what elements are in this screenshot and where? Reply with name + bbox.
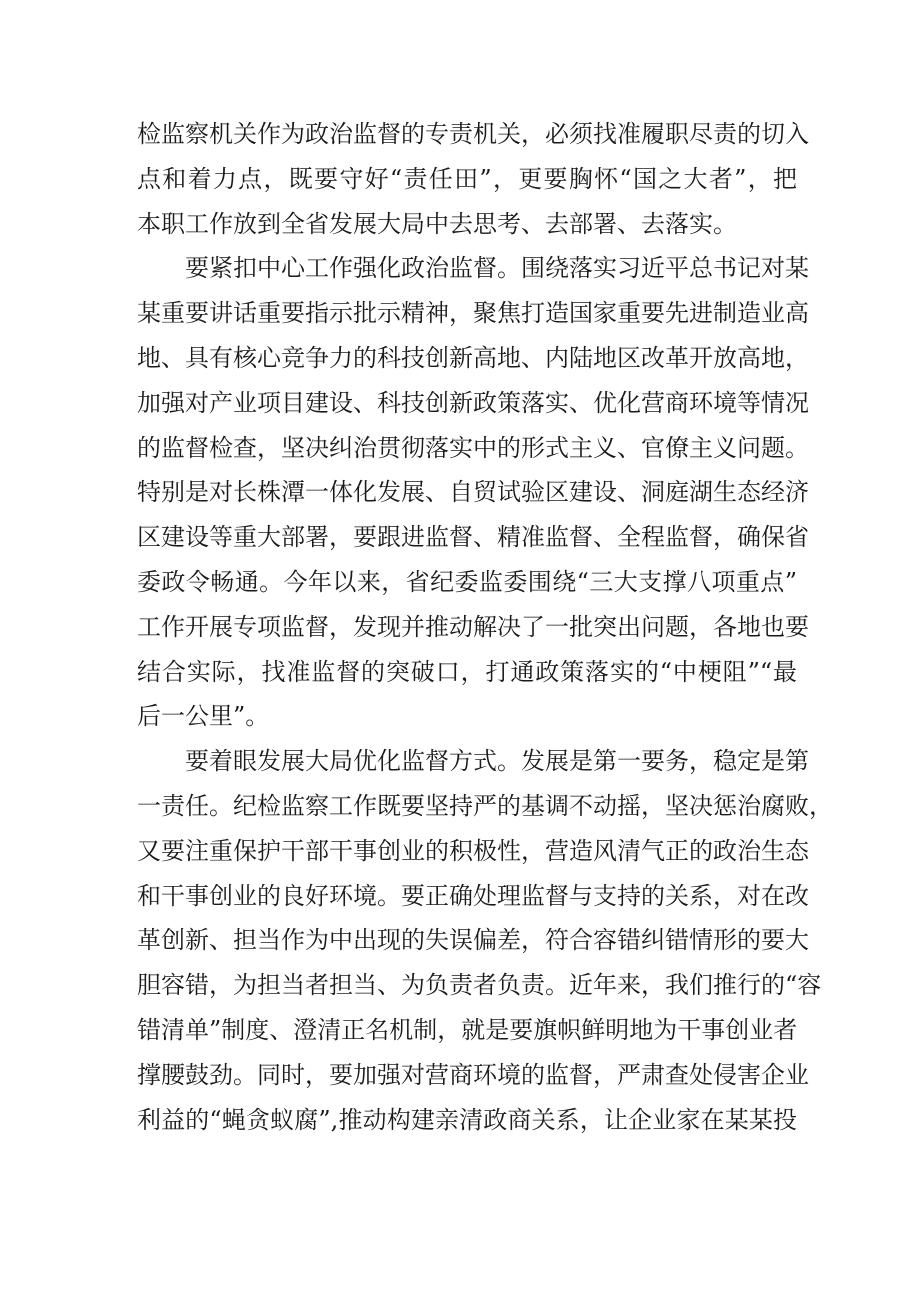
text-line: 结合实际，找准监督的突破口，打通政策落实的“中梗阻”“最 bbox=[137, 657, 797, 686]
text-line: 革创新、担当作为中出现的失误偏差，符合容错纠错情形的要大 bbox=[137, 926, 809, 955]
text-line: 检监察机关作为政治监督的专责机关，必须找准履职尽责的切入 bbox=[137, 120, 809, 148]
text-line: 错清单”制度、澄清正名机制，就是要旗帜鲜明地为干事创业者 bbox=[137, 1015, 798, 1044]
text-line: 地、具有核心竞争力的科技创新高地、内陆地区改革开放高地， bbox=[137, 343, 809, 372]
text-line: 某重要讲话重要指示批示精神，聚焦打造国家重要先进制造业高 bbox=[137, 299, 809, 328]
text-line: 撑腰鼓劲。同时，要加强对营商环境的监督，严肃查处侵害企业 bbox=[137, 1060, 809, 1089]
text-line: 委政令畅通。今年以来，省纪委监委围绕“三大支撑八项重点” bbox=[137, 567, 797, 596]
text-line: 和干事创业的良好环境。要正确处理监督与支持的关系，对在改 bbox=[137, 881, 809, 910]
text-line: 加强对产业项目建设、科技创新政策落实、优化营商环境等情况 bbox=[137, 388, 809, 417]
text-line: 胆容错，为担当者担当、为负责者负责。近年来，我们推行的“容 bbox=[137, 971, 822, 1000]
text-line: 点和着力点，既要守好“责任田”，更要胸怀“国之大者”，把 bbox=[137, 164, 797, 193]
text-line: 的监督检查，坚决纠治贯彻落实中的形式主义、官僚主义问题。 bbox=[137, 433, 809, 462]
text-line: 利益的“蝇贪蚁腐”,推动构建亲清政商关系，让企业家在某某投 bbox=[137, 1105, 797, 1134]
text-line: 后一公里”。 bbox=[137, 702, 270, 731]
text-line: 要紧扣中心工作强化政治监督。围绕落实习近平总书记对某 bbox=[185, 254, 809, 283]
text-line: 又要注重保护干部干事创业的积极性，营造风清气正的政治生态 bbox=[137, 836, 809, 865]
text-line: 区建设等重大部署，要跟进监督、精准监督、全程监督，确保省 bbox=[137, 523, 809, 552]
body-text bbox=[137, 112, 833, 1142]
text-line: 要着眼发展大局优化监督方式。发展是第一要务，稳定是第 bbox=[185, 747, 809, 776]
text-line: 特别是对长株潭一体化发展、自贸试验区建设、洞庭湖生态经济 bbox=[137, 478, 809, 507]
text-line: 工作开展专项监督，发现并推动解决了一批突出问题，各地也要 bbox=[137, 612, 809, 641]
text-line: 本职工作放到全省发展大局中去思考、去部署、去落实。 bbox=[137, 209, 737, 238]
text-line: 一责任。纪检监察工作既要坚持严的基调不动摇，坚决惩治腐败， bbox=[137, 791, 833, 820]
